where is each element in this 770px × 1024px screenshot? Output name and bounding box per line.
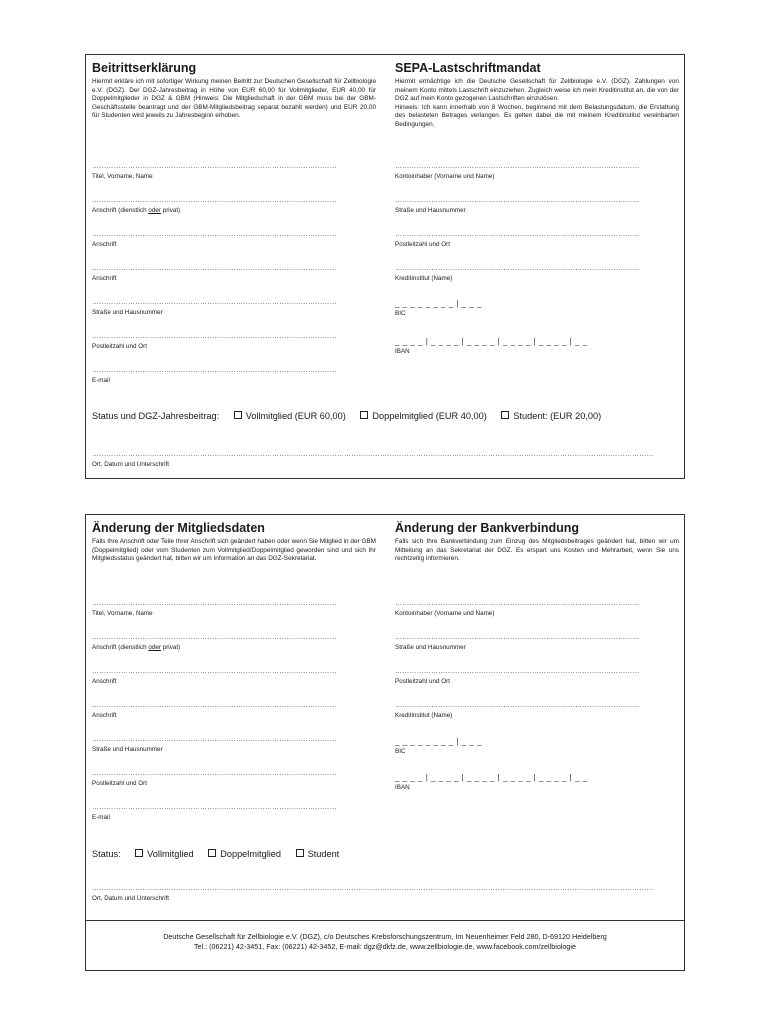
fill-line: ………………………………………………………………………………………… bbox=[395, 231, 640, 238]
intro-note: Hinweis: Ich kann innerhalb von 8 Wochen, beginnend mit dem Belastungsdatum, die Erstattung des belasteten Betrages verlangen. Es gelten dabei die mit meinem Kreditinstitut vereinbarten Bedingungen. bbox=[395, 103, 679, 128]
fill-line: ………………………………………………………………………………………… bbox=[395, 668, 640, 675]
field-label: Straße und Hausnummer bbox=[395, 644, 466, 651]
street-field[interactable] bbox=[92, 736, 376, 754]
personal-fields bbox=[92, 55, 376, 395]
address-field-1[interactable] bbox=[92, 231, 376, 249]
bank-name-field[interactable] bbox=[395, 265, 679, 283]
street-field[interactable] bbox=[395, 197, 679, 215]
option-label: Doppelmitglied bbox=[220, 849, 281, 859]
checkbox[interactable] bbox=[360, 411, 368, 419]
fill-line: ………………………………………………………………………………………… bbox=[92, 163, 337, 170]
field-label: Postleitzahl und Ort bbox=[92, 780, 147, 787]
fill-line: ………………………………………………………………………………………… bbox=[92, 702, 337, 709]
fill-line: ………………………………………………………………………………………… bbox=[395, 265, 640, 272]
postal-code-field[interactable] bbox=[395, 231, 679, 249]
address-type-field[interactable] bbox=[92, 197, 376, 215]
footer-address: Deutsche Gesellschaft für Zellbiologie e.V. (DGZ), c/o Deutsches Krebsforschungszentrum, Im Neuenheimer Feld 280, D-69120 Heidelberg bbox=[163, 932, 607, 941]
fill-line: ………………………………………………………………………………………… bbox=[92, 600, 337, 607]
bank-fields bbox=[395, 55, 679, 365]
checkbox[interactable] bbox=[234, 411, 242, 419]
label-part: privat) bbox=[160, 644, 181, 651]
status-row bbox=[92, 411, 601, 421]
bic-field[interactable] bbox=[395, 299, 679, 318]
street-field[interactable] bbox=[395, 634, 679, 652]
checkbox[interactable] bbox=[135, 849, 143, 857]
checkbox[interactable] bbox=[501, 411, 509, 419]
footer-contact-info: Tel.: (06221) 42-3451, Fax: (06221) 42-3452, E-mail: dgz@dkfz.de, www.zellbiologie.de, www.facebook.com/zellbiologie bbox=[193, 942, 577, 951]
address-field-2[interactable] bbox=[92, 265, 376, 283]
bic-pattern: _ _ _ _ _ _ _ _ | _ _ _ bbox=[395, 299, 482, 308]
signature-field[interactable] bbox=[92, 451, 680, 469]
fill-line: ………………………………………………………………………………………… bbox=[92, 804, 337, 811]
status-row bbox=[92, 849, 339, 859]
option-label: Vollmitglied (EUR 60,00) bbox=[245, 411, 346, 421]
field-label: IBAN bbox=[395, 348, 410, 355]
field-label: Ort, Datum und Unterschrift bbox=[92, 895, 169, 902]
field-label: Straße und Hausnummer bbox=[395, 207, 466, 214]
field-label: E-mail bbox=[92, 814, 110, 821]
field-label: Kontoinhaber (Vorname und Name) bbox=[395, 610, 495, 617]
fill-line: ………………………………………………………………………………………… bbox=[92, 333, 337, 340]
bank-name-field[interactable] bbox=[395, 702, 679, 720]
fill-line: ………………………………………………………………………………………… bbox=[92, 299, 337, 306]
field-label: Titel, Vorname, Name bbox=[92, 610, 153, 617]
email-field[interactable] bbox=[92, 367, 376, 385]
iban-pattern: _ _ _ _ | _ _ _ _ | _ _ _ _ | _ _ _ _ | _ _ _ _ | _ _ bbox=[395, 337, 588, 346]
email-field[interactable] bbox=[92, 804, 376, 822]
fill-line: ………………………………………………………………………………………… bbox=[92, 197, 337, 204]
fill-line: ……………………………………………………………………………………………………………………………………………………………………………………………………………… bbox=[92, 451, 654, 458]
field-label: Anschrift bbox=[92, 712, 117, 719]
field-label: Anschrift bbox=[92, 678, 117, 685]
status-option-double[interactable] bbox=[208, 849, 281, 859]
fill-line: ………………………………………………………………………………………… bbox=[395, 702, 640, 709]
intro-text: Falls sich Ihre Bankverbindung zum Einzug des Mitgliedsbeitrages geändert hat, bitten wir um Mitteilung an das Sekretariat der DGZ. Es erspart uns Kosten und Mehrarbeit, wenn Sie uns rechtzeitig informieren. bbox=[395, 538, 679, 563]
field-label: Postleitzahl und Ort bbox=[92, 343, 147, 350]
status-option-full[interactable] bbox=[135, 849, 193, 859]
option-label: Vollmitglied bbox=[147, 849, 194, 859]
field-label: E-mail bbox=[92, 377, 110, 384]
field-label: Straße und Hausnummer bbox=[92, 309, 163, 316]
address-field-1[interactable] bbox=[92, 668, 376, 686]
field-label bbox=[92, 207, 376, 215]
section-title: Änderung der Bankverbindung bbox=[395, 521, 580, 535]
fill-line: ………………………………………………………………………………………… bbox=[92, 231, 337, 238]
footer-contact bbox=[86, 920, 684, 970]
fill-line: ………………………………………………………………………………………… bbox=[92, 634, 337, 641]
label-part-underlined: oder bbox=[148, 207, 161, 214]
account-holder-field[interactable] bbox=[395, 600, 679, 618]
name-field[interactable] bbox=[92, 600, 376, 618]
iban-field[interactable] bbox=[395, 773, 679, 792]
field-label: Kreditinstitut (Name) bbox=[395, 712, 453, 719]
fill-line: ………………………………………………………………………………………… bbox=[395, 197, 640, 204]
checkbox[interactable] bbox=[208, 849, 216, 857]
field-label: Kontoinhaber (Vorname und Name) bbox=[395, 173, 495, 180]
change-form-section bbox=[85, 514, 685, 971]
field-label bbox=[92, 644, 376, 652]
field-label: Postleitzahl und Ort bbox=[395, 241, 450, 248]
field-label: Straße und Hausnummer bbox=[92, 746, 163, 753]
field-label: Anschrift bbox=[92, 275, 117, 282]
status-label: Status und DGZ-Jahresbeitrag: bbox=[92, 411, 220, 421]
fill-line: ………………………………………………………………………………………… bbox=[395, 634, 640, 641]
fill-line: ………………………………………………………………………………………… bbox=[92, 770, 337, 777]
option-label: Doppelmitglied (EUR 40,00) bbox=[372, 411, 487, 421]
field-label: BIC bbox=[395, 310, 406, 317]
bic-field[interactable] bbox=[395, 737, 679, 756]
postal-code-field[interactable] bbox=[92, 333, 376, 351]
status-option-student[interactable] bbox=[501, 411, 601, 421]
option-label: Student: (EUR 20,00) bbox=[513, 411, 602, 421]
label-part: privat) bbox=[160, 207, 181, 214]
signature-field[interactable] bbox=[92, 885, 680, 903]
option-label: Student bbox=[307, 849, 340, 859]
field-label: BIC bbox=[395, 748, 406, 755]
postal-code-field[interactable] bbox=[395, 668, 679, 686]
field-label: Kreditinstitut (Name) bbox=[395, 275, 453, 282]
status-option-full[interactable] bbox=[234, 411, 346, 421]
personal-fields bbox=[92, 515, 376, 825]
label-part: Anschrift (dienstlich bbox=[92, 644, 149, 651]
name-field[interactable] bbox=[92, 163, 376, 181]
status-option-student[interactable] bbox=[296, 849, 340, 859]
street-field[interactable] bbox=[92, 299, 376, 317]
checkbox[interactable] bbox=[296, 849, 304, 857]
label-part: Anschrift (dienstlich bbox=[92, 207, 149, 214]
address-type-field[interactable] bbox=[92, 634, 376, 652]
fill-line: ………………………………………………………………………………………… bbox=[92, 367, 337, 374]
fill-line: ……………………………………………………………………………………………………………………………………………………………………………………………………………… bbox=[92, 885, 654, 892]
bank-fields bbox=[395, 515, 679, 805]
account-holder-field[interactable] bbox=[395, 163, 679, 181]
intro-text: Hiermit ermächtige ich die Deutsche Gesellschaft für Zellbiologie e.V. (DGZ), Zahlungen von meinem Konto mittels Lastschrift einzuziehen. Zugleich weise ich mein Kreditinstitut an, die von der DGZ auf mein Konto gezogenen Lastschriften einzulösen. bbox=[395, 78, 679, 103]
field-label: Postleitzahl und Ort bbox=[395, 678, 450, 685]
section-title: Änderung der Mitgliedsdaten bbox=[92, 521, 265, 535]
fill-line: ………………………………………………………………………………………… bbox=[92, 736, 337, 743]
section-title: SEPA-Lastschriftmandat bbox=[395, 61, 541, 75]
field-label: Titel, Vorname, Name bbox=[92, 173, 153, 180]
intro-text: Hiermit erkläre ich mit sofortiger Wirkung meinen Beitritt zur Deutschen Gesellschaft für Zellbiologie e.V. (DGZ). Der DGZ-Jahresbeitrag in Höhe von EUR 60,00 für Vollmitglieder, EUR 40,00 für Doppelmitglieder in DGZ & GBM (Hinweis: Die Mitgliedschaft in der GBM muss bei der GBM-Geschäftsstelle beantragt und der GBM-Mitgliedsbeitrag separat bezahlt werden) und EUR 20,00 für Studenten wird jeweils zu Jahresbeginn erhoben. bbox=[92, 78, 376, 120]
address-field-2[interactable] bbox=[92, 702, 376, 720]
fill-line: ………………………………………………………………………………………… bbox=[92, 668, 337, 675]
iban-field[interactable] bbox=[395, 337, 679, 356]
bic-pattern: _ _ _ _ _ _ _ _ | _ _ _ bbox=[395, 737, 482, 746]
fill-line: ………………………………………………………………………………………… bbox=[395, 163, 640, 170]
fill-line: ………………………………………………………………………………………… bbox=[395, 600, 640, 607]
label-part-underlined: oder bbox=[148, 644, 161, 651]
status-label: Status: bbox=[92, 849, 121, 859]
iban-pattern: _ _ _ _ | _ _ _ _ | _ _ _ _ | _ _ _ _ | _ _ _ _ | _ _ bbox=[395, 773, 588, 782]
field-label: IBAN bbox=[395, 784, 410, 791]
intro-text: Falls Ihre Anschrift oder Teile Ihrer Anschrift sich geändert haben oder wenn Sie Mitglied in der GBM (Doppelmitglied) oder vom Studenten zum Vollmitglied/Doppelmitglied geworden sind und sich Ihr Mitgliedsstatus geändert hat, bitten wir um Information an das DGZ-Sekretariat. bbox=[92, 538, 376, 563]
membership-form-section bbox=[85, 54, 685, 479]
section-title: Beitrittserklärung bbox=[92, 61, 197, 75]
fill-line: ………………………………………………………………………………………… bbox=[92, 265, 337, 272]
status-option-double[interactable] bbox=[360, 411, 486, 421]
field-label: Ort, Datum und Unterschrift bbox=[92, 461, 169, 468]
field-label: Anschrift bbox=[92, 241, 117, 248]
postal-code-field[interactable] bbox=[92, 770, 376, 788]
